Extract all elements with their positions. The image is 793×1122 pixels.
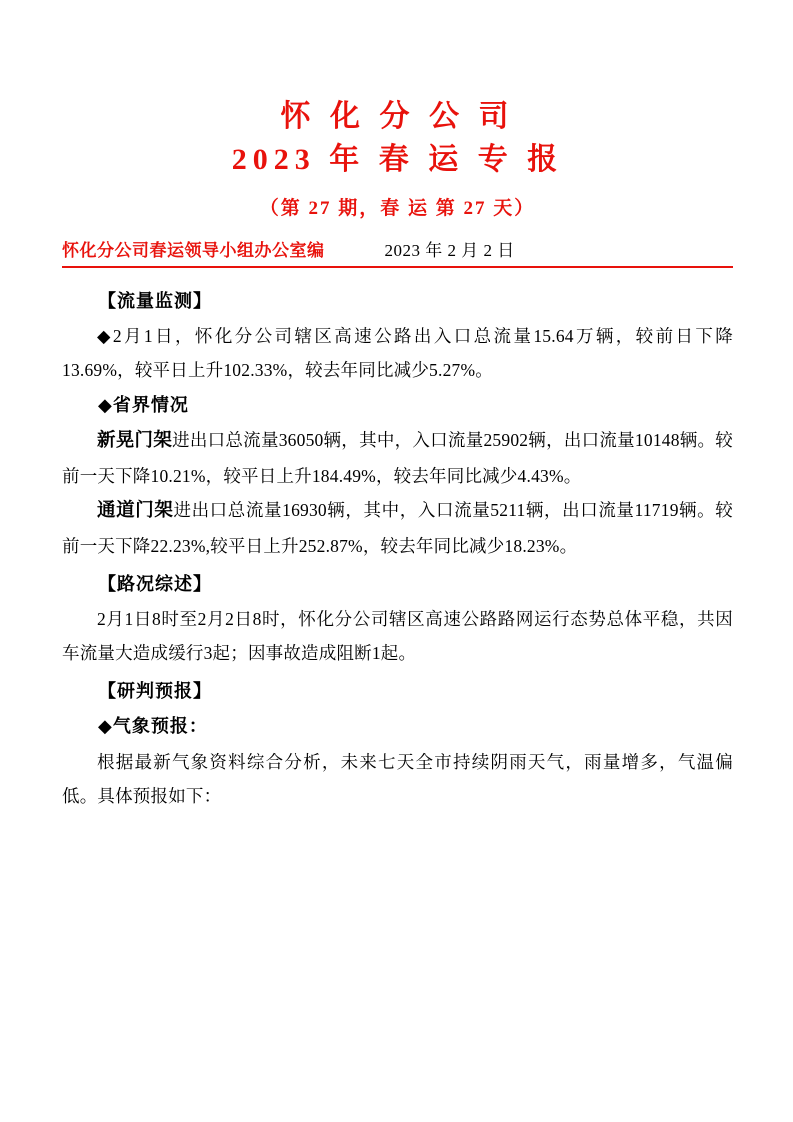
section-heading-road-conditions: 【路况综述】 bbox=[98, 574, 212, 594]
paragraph-road-conditions: 2月1日8时至2月2日8时，怀化分公司辖区高速公路路网运行态势总体平稳，共因车流量大造成缓行3起；因事故造成阻断1起。 bbox=[62, 609, 733, 664]
text-tongdao-gantry: 进出口总流量16930辆，其中，入口流量5211辆，出口流量11719辆。较前一天下降22.23%,较平日上升252.87%，较去年同比减少18.23%。 bbox=[62, 499, 733, 556]
section-heading-forecast: 【研判预报】 bbox=[98, 681, 212, 702]
title-block bbox=[62, 96, 733, 220]
document-title-line-2: 2023 年 春 运 专 报 bbox=[231, 142, 564, 176]
subheading-weather-forecast: ◆气象预报： bbox=[98, 716, 208, 737]
lead-tongdao-gantry: 通道门架 bbox=[97, 500, 174, 521]
lead-xinhuang-gantry: 新晃门架 bbox=[97, 430, 173, 451]
paragraph-weather-forecast: 根据最新气象资料综合分析，未来七天全市持续阴雨天气，雨量增多，气温偏低。具体预报如下： bbox=[62, 751, 733, 806]
header-divider bbox=[62, 266, 733, 268]
document-subtitle: （第 27 期，春 运 第 27 天） bbox=[259, 198, 536, 220]
document-meta-row bbox=[62, 236, 733, 264]
document-title-line-1: 怀 化 分 公 司 bbox=[280, 100, 515, 133]
paragraph-traffic-monitor: ◆2月1日，怀化分公司辖区高速公路出入口总流量15.64万辆，较前日下降13.69%，较平日上升102.33%，较去年同比减少5.27%。 bbox=[62, 326, 733, 381]
paragraph-tongdao-gantry bbox=[62, 493, 733, 563]
issue-date: 2023 年 2 月 2 日 bbox=[384, 241, 515, 261]
paragraph-xinhuang-gantry bbox=[62, 423, 733, 493]
issuer-label: 怀化分公司春运领导小组办公室编 bbox=[62, 241, 325, 261]
section-heading-province-border: ◆省界情况 bbox=[98, 394, 189, 415]
document-body bbox=[62, 284, 733, 813]
section-heading-traffic-monitor: 【流量监测】 bbox=[98, 291, 212, 312]
text-xinhuang-gantry: 进出口总流量36050辆，其中，入口流量25902辆，出口流量10148辆。较前一天下降10.21%，较平日上升184.49%，较去年同比减少4.43%。 bbox=[62, 429, 733, 486]
